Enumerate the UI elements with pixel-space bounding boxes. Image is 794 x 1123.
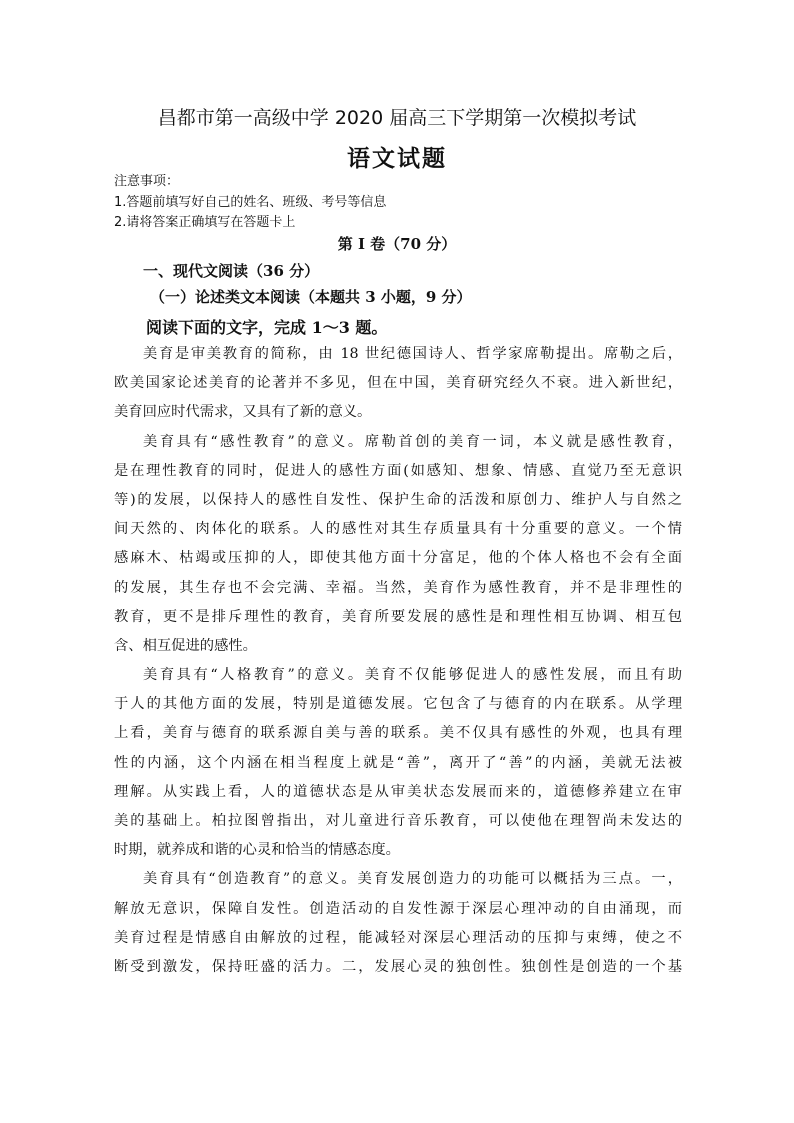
passage-line: 是在理性教育的同时，促进人的感性方面(如感知、想象、情感、直觉乃至无意识 [114, 462, 682, 479]
passage-line: 欧美国家论述美育的论著并不多见，但在中国，美育研究经久不衰。进入新世纪， [114, 375, 682, 392]
passage-line: 美育具有“创造教育”的意义。美育发展创造力的功能可以概括为三点。一， [143, 871, 682, 888]
passage-line: 教育，更不是排斥理性的教育，美育所要发展的感性是和理性相互协调、相互包 [114, 608, 682, 625]
passage-line: 上看，美育与德育的联系源自美与善的联系。美不仅具有感性的外观，也具有理 [114, 725, 682, 742]
passage-line: 美育是审美教育的简称，由 18 世纪德国诗人、哲学家席勒提出。席勒之后， [143, 346, 682, 362]
passage-line: 断受到激发，保持旺盛的活力。二，发展心灵的独创性。独创性是创造的一个基 [114, 958, 682, 975]
part-heading: 第 I 卷（70 分） [337, 235, 457, 253]
passage-line: 理解。从实践上看，人的道德状态是从审美状态发展而来的，道德修养建立在审 [114, 783, 682, 800]
passage-line: 解放无意识，保障自发性。创造活动的自发性源于深层心理冲动的自由涌现，而 [114, 900, 682, 917]
passage-line: 美的基础上。柏拉图曾指出，对儿童进行音乐教育，可以使他在理智尚未发达的 [114, 813, 682, 829]
passage-line: 感麻木、枯竭或压抑的人，即使其他方面十分富足，他的个体人格也不会有全面 [114, 550, 682, 567]
notes-block [114, 172, 386, 234]
passage-line: 等)的发展，以保持人的感性自发性、保护生命的活泼和原创力、维护人与自然之 [114, 491, 682, 508]
passage-line: 时期，就养成和谐的心灵和恰当的情感态度。 [114, 842, 400, 859]
passage-line: 含、相互促进的感性。 [114, 637, 257, 654]
section-heading: 一、现代文阅读（36 分） [143, 262, 320, 280]
passage-line: 美育过程是情感自由解放的过程，能减轻对深层心理活动的压抑与束缚，使之不 [114, 929, 682, 946]
passage-line: 间天然的、肉体化的联系。人的感性对其生存质量具有十分重要的意义。一个情 [114, 521, 682, 538]
note-item: 1.答题前填写好自己的姓名、班级、考号等信息 [114, 194, 387, 210]
exam-subject: 语文试题 [347, 145, 447, 172]
passage-line: 美育具有“感性教育”的意义。席勒首创的美育一词，本义就是感性教育， [143, 433, 682, 450]
instruction-heading: 阅读下面的文字，完成 1～3 题。 [146, 318, 388, 337]
subsection-heading: （一）论述类文本阅读（本题共 3 小题，9 分） [150, 288, 472, 306]
exam-title: 昌都市第一高级中学 2020 届高三下学期第一次模拟考试 [157, 107, 637, 129]
passage-line: 性的内涵，这个内涵在相当程度上就是“善”，离开了“善”的内涵，美就无法被 [114, 754, 682, 771]
note-item: 2.请将答案正确填写在答题卡上 [114, 215, 296, 230]
passage-line: 美育回应时代需求，又具有了新的意义。 [114, 404, 372, 421]
passage-line: 的发展，其生存也不会完满、幸福。当然，美育作为感性教育，并不是非理性的 [114, 579, 682, 596]
passage-line: 美育具有“人格教育”的意义。美育不仅能够促进人的感性发展，而且有助 [143, 667, 682, 684]
reading-passage [114, 340, 682, 982]
passage-line: 于人的其他方面的发展，特别是道德发展。它包含了与德育的内在联系。从学理 [114, 696, 682, 713]
notes-heading: 注意事项： [114, 174, 180, 189]
